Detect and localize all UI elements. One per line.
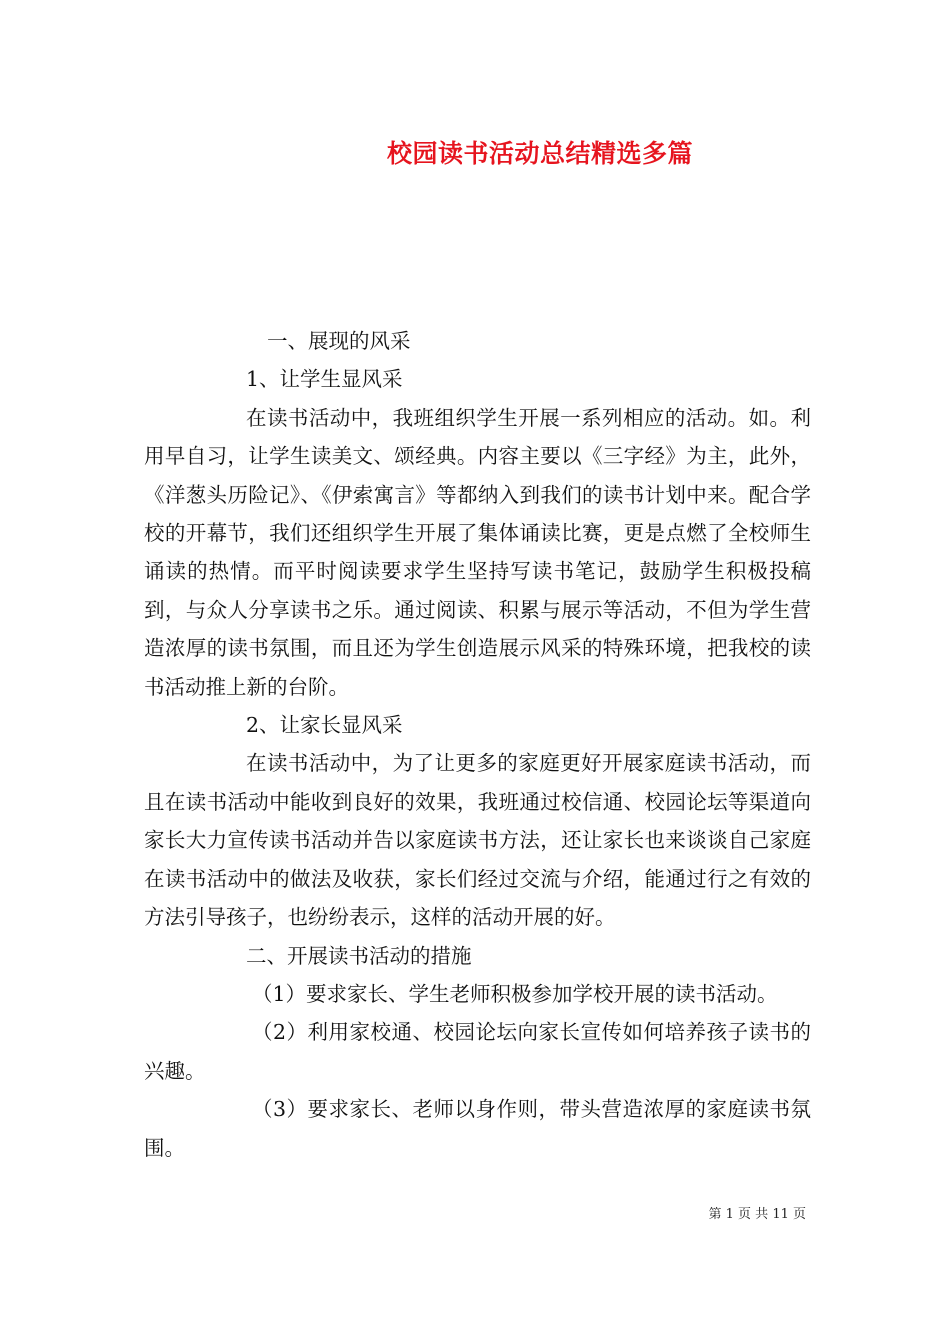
paragraph-students: 在读书活动中，我班组织学生开展一系列相应的活动。如。利用早自习，让学生读美文、颂经典。内容主要以《三字经》为主，此外，《洋葱头历险记》、《伊索寓言》等都纳入到我们的读书计划中来。配合学校的开幕节，我们还组织学生开展了集体诵读比赛，更是点燃了全校师生诵读的热情。而平时阅读要求学生坚持写读书笔记，鼓励学生积极投稿到，与众人分享读书之乐。通过阅读、积累与展示等活动，不但为学生营造浓厚的读书氛围，而且还为学生创造展示风采的特殊环境，把我校的读书活动推上新的台阶。 [144,405,811,699]
section-heading-1: 一、展现的风采 [267,329,411,353]
document-title: 校园读书活动总结精选多篇 [386,139,693,168]
subheading-students: 1、让学生显风采 [246,367,403,392]
section-heading-2: 二、开展读书活动的措施 [246,943,472,968]
page-number-footer: 第 1 页 共 11 页 [708,1207,806,1222]
document-body [144,322,811,1167]
subheading-parents: 2、让家长显风采 [246,713,403,738]
measure-item-3: （3）要求家长、老师以身作则，带头营造浓厚的家庭读书氛围。 [144,1097,811,1160]
paragraph-parents: 在读书活动中，为了让更多的家庭更好开展家庭读书活动，而且在读书活动中能收到良好的效果，我班通过校信通、校园论坛等渠道向家长大力宣传读书活动并告以家庭读书方法，还让家长也来谈谈自己家庭在读书活动中的做法及收获，家长们经过交流与介绍，能通过行之有效的方法引导孩子，也纷纷表示，这样的活动开展的好。 [144,751,811,930]
measure-item-1: （1）要求家长、学生老师积极参加学校开展的读书活动。 [252,981,778,1006]
measure-item-2: （2）利用家校通、校园论坛向家长宣传如何培养孩子读书的兴趣。 [144,1020,811,1083]
